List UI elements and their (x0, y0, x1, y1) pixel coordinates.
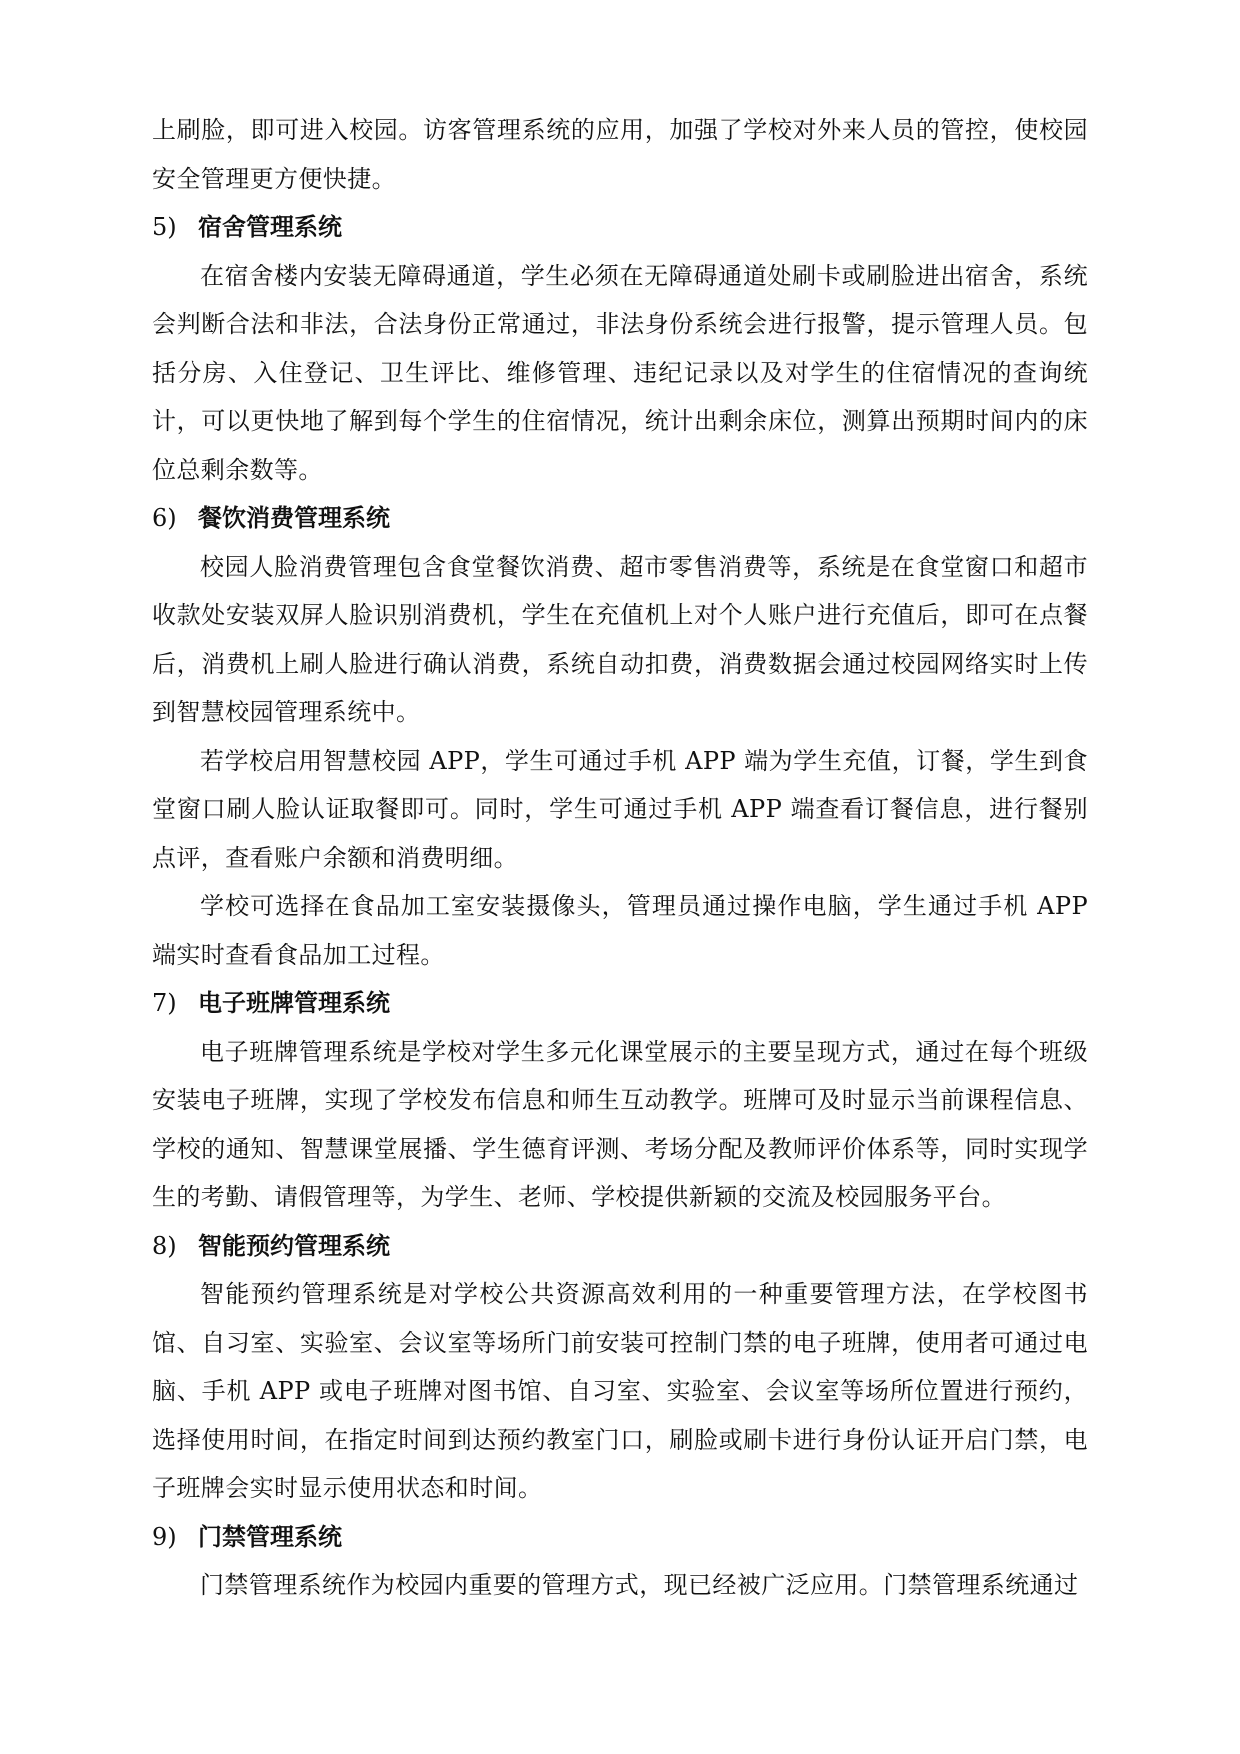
heading-number: 9) (152, 1522, 177, 1551)
heading-title: 智能预约管理系统 (198, 1230, 390, 1260)
heading-title: 餐饮消费管理系统 (198, 503, 390, 532)
paragraph-visitor-continued: 上刷脸，即可进入校园。访客管理系统的应用，加强了学校对外来人员的管控，使校园安全管理更方便快捷。 (152, 116, 1088, 193)
paragraph-catering-camera: 学校可选择在食品加工室安装摄像头，管理员通过操作电脑，学生通过手机 APP 端实时查看食品加工过程。 (152, 892, 1088, 969)
heading-title: 门禁管理系统 (198, 1521, 342, 1551)
heading-number: 8) (152, 1231, 177, 1260)
paragraph-catering-app: 若学校启用智慧校园 APP，学生可通过手机 APP 端为学生充值，订餐，学生到食堂窗口刷人脸认证取餐即可。同时，学生可通过手机 APP 端查看订餐信息，进行餐别点评，查看账户余额和消费明细。 (152, 746, 1088, 872)
heading-number: 7) (152, 989, 177, 1017)
heading-title: 宿舍管理系统 (198, 212, 342, 241)
heading-dormitory-system (152, 203, 1088, 252)
paragraph-catering-face-payment: 校园人脸消费管理包含食堂餐饮消费、超市零售消费等，系统是在食堂窗口和超市收款处安装双屏人脸识别消费机，学生在充值机上对个人账户进行充值后，即可在点餐后，消费机上刷人脸进行确认消费，系统自动扣费，消费数据会通过校园网络实时上传到智慧校园管理系统中。 (152, 552, 1088, 726)
paragraph-dormitory: 在宿舍楼内安装无障碍通道，学生必须在无障碍通道处刷卡或刷脸进出宿舍，系统会判断合法和非法，合法身份正常通过，非法身份系统会进行报警，提示管理人员。包括分房、入住登记、卫生评比、维修管理、违纪记录以及对学生的住宿情况的查询统计，可以更快地了解到每个学生的住宿情况，统计出剩余床位，测算出预期时间内的床位总剩余数等。 (152, 261, 1088, 484)
paragraph-class-board: 电子班牌管理系统是学校对学生多元化课堂展示的主要呈现方式，通过在每个班级安装电子班牌，实现了学校发布信息和师生互动教学。班牌可及时显示当前课程信息、学校的通知、智慧课堂展播、学生德育评测、考场分配及教师评价体系等，同时实现学生的考勤、请假管理等，为学生、老师、学校提供新颖的交流及校园服务平台。 (152, 1037, 1088, 1211)
heading-reservation-system (152, 1222, 1088, 1271)
heading-number: 5) (152, 213, 177, 241)
document-body (152, 106, 1088, 1610)
heading-title: 电子班牌管理系统 (198, 988, 390, 1017)
heading-catering-system (152, 494, 1088, 543)
paragraph-reservation: 智能预约管理系统是对学校公共资源高效利用的一种重要管理方法，在学校图书馆、自习室、实验室、会议室等场所门前安装可控制门禁的电子班牌，使用者可通过电脑、手机 APP 或电子班牌对图书馆、自习室、实验室、会议室等场所位置进行预约，选择使用时间，在指定时间到达预约教室门口，刷脸或刷卡进行身份认证开启门禁，电子班牌会实时显示使用状态和时间。 (152, 1280, 1088, 1502)
heading-number: 6) (152, 504, 177, 532)
heading-access-control-system (152, 1513, 1088, 1562)
heading-class-board-system (152, 979, 1088, 1028)
paragraph-access-control: 门禁管理系统作为校园内重要的管理方式，现已经被广泛应用。门禁管理系统通过 (200, 1571, 1079, 1599)
